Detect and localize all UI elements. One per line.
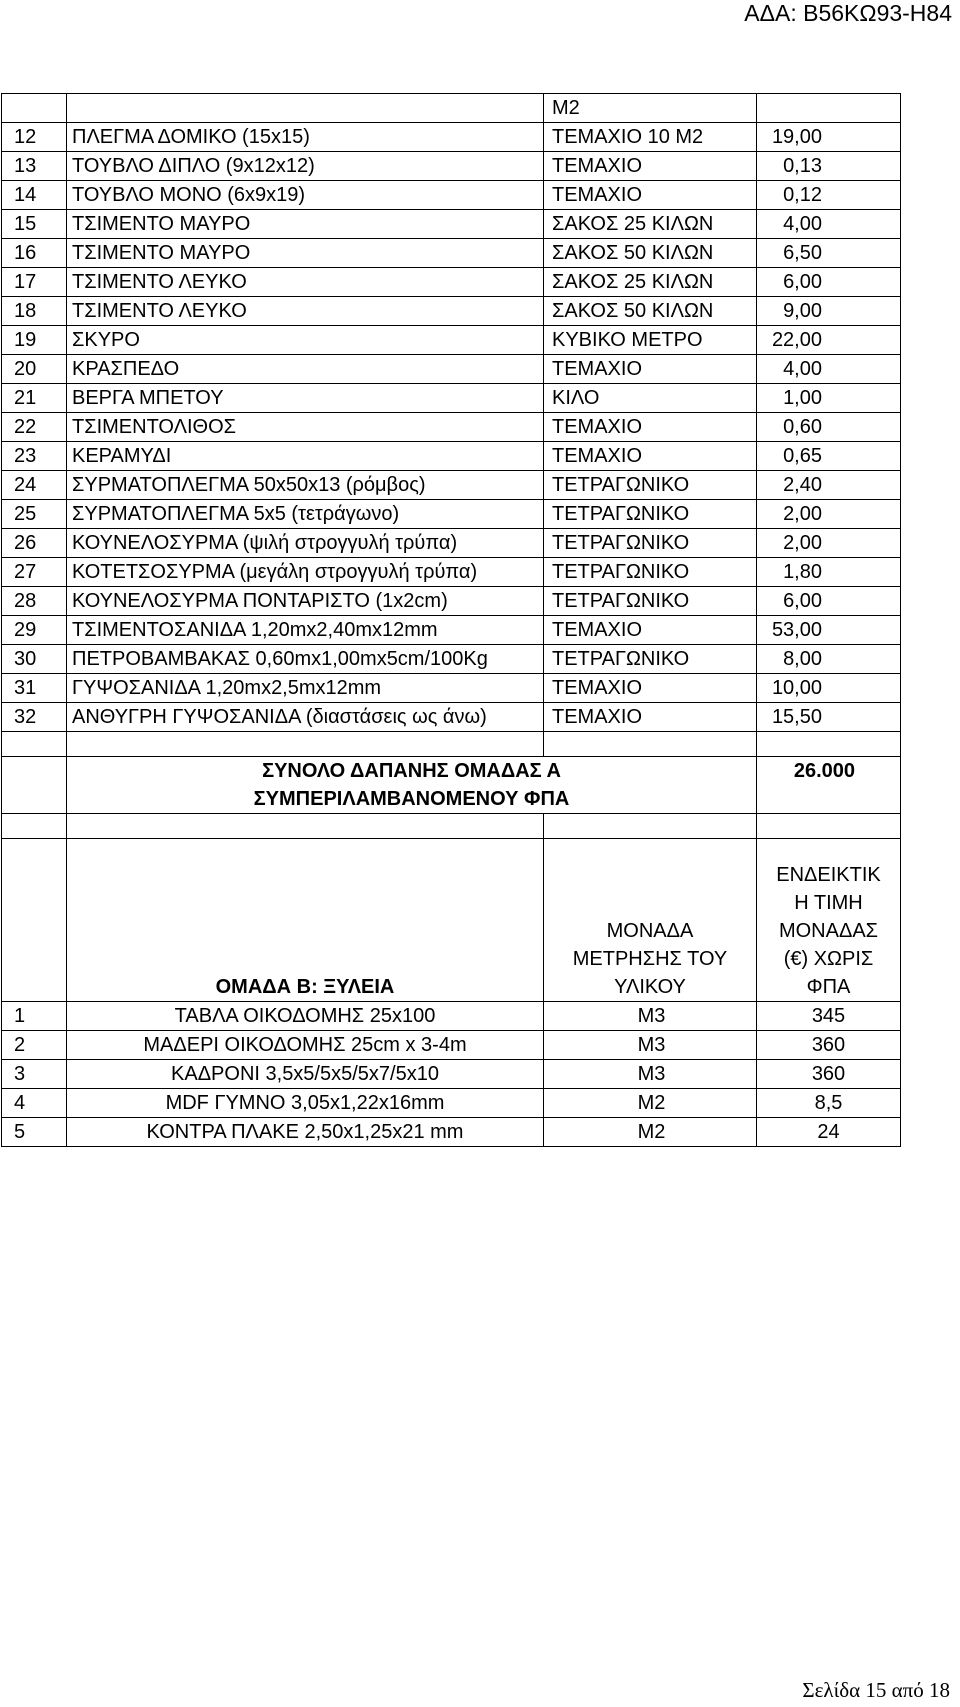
item-number-cell: 12 — [2, 123, 67, 152]
description-cell: ΣΚΥΡΟ — [67, 326, 544, 355]
price-cell: 4,00 — [757, 355, 901, 384]
table-row — [2, 239, 901, 268]
price-cell: 53,00 — [757, 616, 901, 645]
item-number-cell: 19 — [2, 326, 67, 355]
price-cell: 6,00 — [757, 268, 901, 297]
item-number-cell: 5 — [2, 1118, 67, 1147]
price-cell: 2,40 — [757, 471, 901, 500]
item-number-cell: 31 — [2, 674, 67, 703]
table-row — [2, 587, 901, 616]
item-number-cell: 23 — [2, 442, 67, 471]
table-row — [2, 442, 901, 471]
description-cell: ΤΣΙΜΕΝΤΟΣΑΝΙΔΑ 1,20mx2,40mx12mm — [67, 616, 544, 645]
unit-cell: ΣΑΚΟΣ 25 ΚΙΛΩΝ — [544, 210, 757, 239]
item-number-cell: 30 — [2, 645, 67, 674]
price-cell: 1,00 — [757, 384, 901, 413]
unit-cell: ΣΑΚΟΣ 50 ΚΙΛΩΝ — [544, 239, 757, 268]
description-cell: ΤΣΙΜΕΝΤΟ ΛΕΥΚΟ — [67, 268, 544, 297]
description-cell: ΤΣΙΜΕΝΤΟ ΜΑΥΡΟ — [67, 210, 544, 239]
unit-cell: ΣΑΚΟΣ 25 ΚΙΛΩΝ — [544, 268, 757, 297]
price-cell: 24 — [757, 1118, 901, 1147]
description-cell: ΒΕΡΓΑ ΜΠΕΤΟΥ — [67, 384, 544, 413]
unit-cell: Μ3 — [544, 1002, 757, 1031]
table-row — [2, 471, 901, 500]
description-cell: ΑΝΘΥΓΡΗ ΓΥΨΟΣΑΝΙΔΑ (διαστάσεις ως άνω) — [67, 703, 544, 732]
table-row — [2, 268, 901, 297]
group-b-title: ΟΜΑΔΑ Β: ΞΥΛΕΙΑ — [67, 839, 544, 1002]
unit-cell: ΚΙΛΟ — [544, 384, 757, 413]
table-row — [2, 384, 901, 413]
price-cell: 2,00 — [757, 500, 901, 529]
price-column-header: ΕΝΔΕΙΚΤΙΚ Η ΤΙΜΗ ΜΟΝΑΔΑΣ (€) ΧΩΡΙΣ ΦΠΑ — [757, 839, 901, 1002]
table-row — [2, 326, 901, 355]
description-cell: ΚΟΥΝΕΛΟΣΥΡΜΑ (ψιλή στρογγυλή τρύπα) — [67, 529, 544, 558]
price-cell: 0,65 — [757, 442, 901, 471]
description-cell: ΚΡΑΣΠΕΔΟ — [67, 355, 544, 384]
table-row — [2, 645, 901, 674]
item-number-cell: 3 — [2, 1060, 67, 1089]
unit-cell: ΚΥΒΙΚΟ ΜΕΤΡΟ — [544, 326, 757, 355]
description-cell: MDF ΓΥΜΝΟ 3,05x1,22x16mm — [67, 1089, 544, 1118]
unit-cell: ΤΕΤΡΑΓΩΝΙΚΟ — [544, 645, 757, 674]
table-row — [2, 529, 901, 558]
description-cell: ΚΟΥΝΕΛΟΣΥΡΜΑ ΠΟΝΤΑΡΙΣΤΟ (1x2cm) — [67, 587, 544, 616]
price-cell: 1,80 — [757, 558, 901, 587]
table-row — [2, 500, 901, 529]
table-row — [2, 413, 901, 442]
unit-cell: ΤΕΤΡΑΓΩΝΙΚΟ — [544, 471, 757, 500]
description-cell: ΠΛΕΓΜΑ ΔΟΜΙΚΟ (15x15) — [67, 123, 544, 152]
unit-cell: ΤΕΜΑΧΙΟ — [544, 181, 757, 210]
item-number-cell: 20 — [2, 355, 67, 384]
unit-cell: ΤΕΜΑΧΙΟ — [544, 355, 757, 384]
unit-cell: ΤΕΜΑΧΙΟ — [544, 413, 757, 442]
description-cell: ΣΥΡΜΑΤΟΠΛΕΓΜΑ 50x50x13 (ρόμβος) — [67, 471, 544, 500]
price-cell: 8,5 — [757, 1089, 901, 1118]
description-cell: ΠΕΤΡΟΒΑΜΒΑΚΑΣ 0,60mx1,00mx5cm/100Kg — [67, 645, 544, 674]
table-row — [2, 1118, 901, 1147]
item-number-cell: 27 — [2, 558, 67, 587]
item-number-cell: 14 — [2, 181, 67, 210]
table-row — [2, 1002, 901, 1031]
description-cell: ΣΥΡΜΑΤΟΠΛΕΓΜΑ 5x5 (τετράγωνο) — [67, 500, 544, 529]
price-cell: 0,60 — [757, 413, 901, 442]
table-row — [2, 355, 901, 384]
description-cell: ΚΟΤΕΤΣΟΣΥΡΜΑ (μεγάλη στρογγυλή τρύπα) — [67, 558, 544, 587]
table-row-empty — [2, 814, 901, 839]
unit-cell: Μ2 — [544, 1118, 757, 1147]
group-a-total-row — [2, 757, 901, 814]
description-cell: ΤΟΥΒΛΟ ΜΟΝΟ (6x9x19) — [67, 181, 544, 210]
item-number-cell: 1 — [2, 1002, 67, 1031]
item-number-cell: 24 — [2, 471, 67, 500]
description-cell: ΚΕΡΑΜΥΔΙ — [67, 442, 544, 471]
item-number-cell: 25 — [2, 500, 67, 529]
item-number-cell: 16 — [2, 239, 67, 268]
description-cell: ΓΥΨΟΣΑΝΙΔΑ 1,20mx2,5mx12mm — [67, 674, 544, 703]
price-cell: 8,00 — [757, 645, 901, 674]
item-number-cell: 17 — [2, 268, 67, 297]
item-number-cell: 32 — [2, 703, 67, 732]
unit-cell: ΤΕΜΑΧΙΟ — [544, 616, 757, 645]
unit-cell: ΤΕΜΑΧΙΟ — [544, 152, 757, 181]
group-a-total-label: ΣΥΝΟΛΟ ΔΑΠΑΝΗΣ ΟΜΑΔΑΣ Α ΣΥΜΠΕΡΙΛΑΜΒΑΝΟΜΕΝΟΥ ΦΠΑ — [67, 757, 757, 814]
price-cell: 2,00 — [757, 529, 901, 558]
table-row — [2, 558, 901, 587]
item-number-cell: 2 — [2, 1031, 67, 1060]
description-cell: ΤΣΙΜΕΝΤΟΛΙΘΟΣ — [67, 413, 544, 442]
unit-cell: ΤΕΜΑΧΙΟ — [544, 674, 757, 703]
price-cell: 0,12 — [757, 181, 901, 210]
unit-cell: Μ3 — [544, 1031, 757, 1060]
price-cell: 22,00 — [757, 326, 901, 355]
description-cell: ΤΣΙΜΕΝΤΟ ΜΑΥΡΟ — [67, 239, 544, 268]
table-row — [2, 210, 901, 239]
price-cell: 9,00 — [757, 297, 901, 326]
unit-cell: ΤΕΜΑΧΙΟ — [544, 442, 757, 471]
table-row — [2, 1089, 901, 1118]
item-number-cell: 29 — [2, 616, 67, 645]
unit-cell: ΤΕΤΡΑΓΩΝΙΚΟ — [544, 529, 757, 558]
item-number-cell: 21 — [2, 384, 67, 413]
table-row — [2, 1060, 901, 1089]
unit-column-header: ΜΟΝΑΔΑ ΜΕΤΡΗΣΗΣ ΤΟΥ ΥΛΙΚΟΥ — [544, 839, 757, 1002]
price-cell: 0,13 — [757, 152, 901, 181]
item-number-cell: 4 — [2, 1089, 67, 1118]
unit-cell: ΤΕΤΡΑΓΩΝΙΚΟ — [544, 500, 757, 529]
item-number-cell: 15 — [2, 210, 67, 239]
price-cell: 360 — [757, 1060, 901, 1089]
table-row — [2, 1031, 901, 1060]
item-number-cell: 13 — [2, 152, 67, 181]
item-number-cell: 26 — [2, 529, 67, 558]
group-a-rows — [2, 123, 901, 732]
description-cell: ΜΑΔΕΡΙ ΟΙΚΟΔΟΜΗΣ 25cm x 3-4m — [67, 1031, 544, 1060]
document-ada-code: ΑΔΑ: Β56ΚΩ93-Η84 — [744, 0, 952, 26]
item-number-cell: 22 — [2, 413, 67, 442]
description-cell: ΤΑΒΛΑ ΟΙΚΟΔΟΜΗΣ 25x100 — [67, 1002, 544, 1031]
table-row — [2, 616, 901, 645]
materials-table — [1, 93, 901, 1147]
table-row-unit-carryover — [2, 94, 901, 123]
table-row-empty — [2, 732, 901, 757]
price-cell: 19,00 — [757, 123, 901, 152]
description-cell: ΚΟΝΤΡΑ ΠΛΑΚΕ 2,50x1,25x21 mm — [67, 1118, 544, 1147]
table-row — [2, 123, 901, 152]
unit-cell: ΤΕΜΑΧΙΟ 10 Μ2 — [544, 123, 757, 152]
unit-cell: ΣΑΚΟΣ 50 ΚΙΛΩΝ — [544, 297, 757, 326]
item-number-cell: 18 — [2, 297, 67, 326]
price-cell: 6,50 — [757, 239, 901, 268]
group-b-rows — [2, 1002, 901, 1147]
price-cell: 345 — [757, 1002, 901, 1031]
group-a-total-value: 26.000 — [757, 757, 901, 814]
price-cell: 10,00 — [757, 674, 901, 703]
table-row — [2, 703, 901, 732]
unit-cell: ΤΕΤΡΑΓΩΝΙΚΟ — [544, 558, 757, 587]
table-row — [2, 152, 901, 181]
price-cell: 4,00 — [757, 210, 901, 239]
description-cell: ΤΟΥΒΛΟ ΔΙΠΛΟ (9x12x12) — [67, 152, 544, 181]
table-row — [2, 297, 901, 326]
table-row — [2, 674, 901, 703]
description-cell: ΚΑΔΡΟΝΙ 3,5x5/5x5/5x7/5x10 — [67, 1060, 544, 1089]
unit-cell: Μ2 — [544, 1089, 757, 1118]
unit-cell: Μ2 — [544, 94, 757, 123]
group-b-header-row — [2, 839, 901, 1002]
unit-cell: Μ3 — [544, 1060, 757, 1089]
price-cell: 360 — [757, 1031, 901, 1060]
price-cell: 15,50 — [757, 703, 901, 732]
unit-cell: ΤΕΤΡΑΓΩΝΙΚΟ — [544, 587, 757, 616]
description-cell: ΤΣΙΜΕΝΤΟ ΛΕΥΚΟ — [67, 297, 544, 326]
price-cell: 6,00 — [757, 587, 901, 616]
table-row — [2, 181, 901, 210]
unit-cell: ΤΕΜΑΧΙΟ — [544, 703, 757, 732]
item-number-cell: 28 — [2, 587, 67, 616]
page-number: Σελίδα 15 από 18 — [802, 1678, 950, 1702]
